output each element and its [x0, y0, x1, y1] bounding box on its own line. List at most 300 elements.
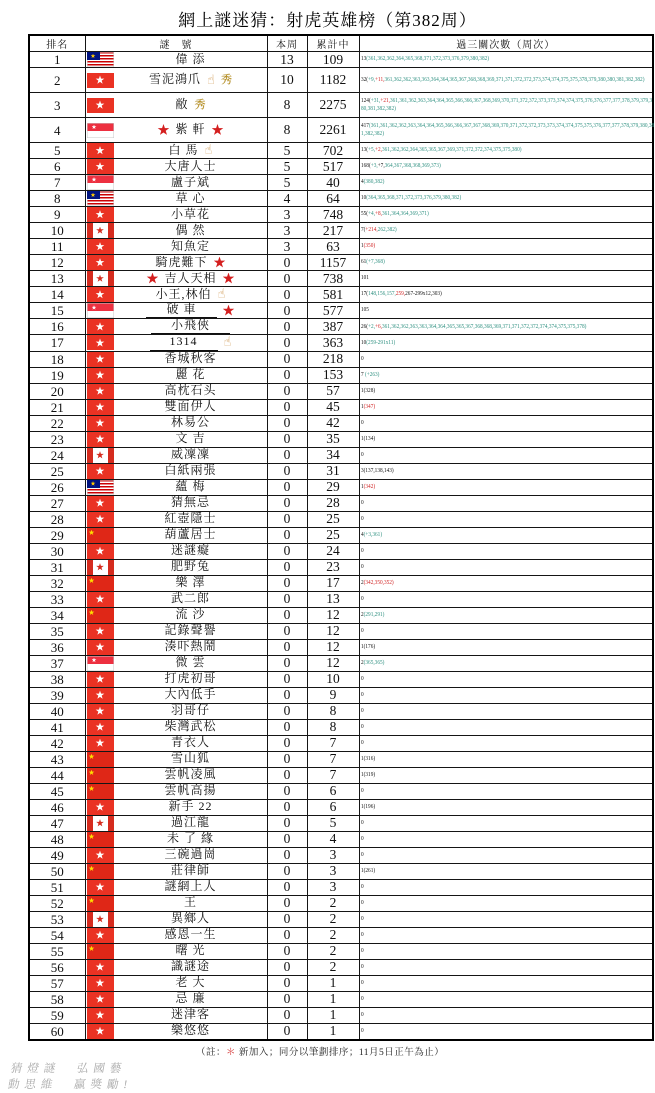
slogan	[7, 1062, 655, 1093]
player-name: 柴灣武松	[164, 719, 217, 734]
player-name: 高枕石头	[164, 383, 217, 398]
table-row	[29, 591, 653, 607]
bauhinia-icon	[96, 101, 105, 110]
player-name: 記錄聲譽	[164, 623, 217, 638]
name-cell	[85, 895, 267, 911]
week-count-cell: 13	[267, 52, 307, 68]
player-name: 雙面伊人	[164, 399, 217, 414]
player-name: 曙 光	[175, 943, 206, 958]
player-name: 肥野兔	[170, 559, 210, 574]
notes-cell	[359, 959, 653, 975]
table-row	[29, 735, 653, 751]
table-row	[29, 495, 653, 511]
week-count-cell: 10	[267, 68, 307, 93]
table-row	[29, 719, 653, 735]
week-count-cell: 0	[267, 879, 307, 895]
rank-cell: 39	[29, 687, 85, 703]
flag-icon-cn	[87, 528, 114, 543]
player-name: 莊律師	[170, 863, 210, 878]
week-count-cell: 0	[267, 863, 307, 879]
notes-cell	[359, 767, 653, 783]
week-count-cell: 0	[267, 671, 307, 687]
rank-cell: 3	[29, 93, 85, 118]
total-count-cell: 217	[307, 223, 359, 239]
bauhinia-icon	[96, 162, 105, 171]
flag-icon-hk	[87, 672, 114, 687]
notes-cell	[359, 255, 653, 271]
name-cell	[85, 783, 267, 799]
table-row	[29, 319, 653, 335]
star-icon	[89, 834, 95, 840]
name-cell	[85, 415, 267, 431]
week-count-cell: 0	[267, 639, 307, 655]
bauhinia-icon	[96, 210, 105, 219]
week-count-cell: 0	[267, 591, 307, 607]
notes-cell	[359, 559, 653, 575]
star-icon	[89, 866, 95, 872]
notes-cell	[359, 639, 653, 655]
hand-icon: ☝	[204, 143, 213, 158]
notes-text: 32(+9,+11,361,362,362,363,363,364,364,365,367,368,368,369,371,371,372,372,373,374,374,375,375,378,379,380,380,381,382,382)	[360, 75, 644, 83]
player-name: 草 心	[175, 190, 206, 205]
player-name: 白紙兩張	[164, 463, 217, 478]
flag-icon-cn	[87, 576, 114, 591]
player-name: 識謎途	[170, 959, 210, 974]
flag-icon-ca	[87, 271, 114, 286]
maple-leaf-icon	[96, 275, 104, 283]
total-count-cell: 517	[307, 159, 359, 175]
table-row	[29, 52, 653, 68]
name-cell	[85, 639, 267, 655]
name-cell	[85, 399, 267, 415]
notes-cell	[359, 351, 653, 367]
total-count-cell: 218	[307, 351, 359, 367]
flag-icon-cn	[87, 752, 114, 767]
star-icon	[89, 754, 95, 760]
table-row	[29, 671, 653, 687]
total-count-cell: 2261	[307, 118, 359, 143]
table-row	[29, 271, 653, 287]
rank-cell: 4	[29, 118, 85, 143]
table-row	[29, 975, 653, 991]
player-name: 未 了 緣	[166, 831, 214, 846]
merit-badge-icon: 秀	[194, 98, 206, 111]
table-row	[29, 991, 653, 1007]
table-row	[29, 607, 653, 623]
week-count-cell: 0	[267, 319, 307, 335]
rank-cell: 34	[29, 607, 85, 623]
total-count-cell: 6	[307, 783, 359, 799]
bauhinia-icon	[96, 435, 105, 444]
table-row	[29, 68, 653, 93]
player-name: 老 大	[175, 975, 206, 990]
name-cell	[85, 575, 267, 591]
total-count-cell: 45	[307, 399, 359, 415]
notes-text: 417(361,361,362,362,363,364,364,365,366,366,367,367,368,369,370,371,372,372,373,373,374,374,375,375,376,377,377,378,379,380,381,382,382)	[360, 121, 654, 137]
player-name: 麗 花	[175, 367, 206, 382]
rank-cell: 40	[29, 703, 85, 719]
bauhinia-icon	[96, 675, 105, 684]
notes-cell	[359, 383, 653, 399]
flag-icon-cn	[87, 944, 114, 959]
player-name: 過江龍	[170, 815, 210, 830]
notes-cell	[359, 895, 653, 911]
name-cell	[85, 623, 267, 639]
flag-icon-hk	[87, 640, 114, 655]
notes-cell	[359, 847, 653, 863]
notes-text: 0	[360, 786, 364, 794]
week-count-cell: 0	[267, 527, 307, 543]
player-name: 葫蘆居士	[164, 527, 217, 542]
table-row	[29, 927, 653, 943]
total-count-cell: 748	[307, 207, 359, 223]
star-icon	[89, 610, 95, 616]
notes-text: 1(319)	[360, 770, 375, 778]
week-count-cell: 0	[267, 559, 307, 575]
notes-text: 7 (+263)	[360, 370, 379, 378]
notes-text: 0	[360, 930, 364, 938]
notes-text: 0	[360, 418, 364, 426]
table-row	[29, 767, 653, 783]
table-row	[29, 815, 653, 831]
table-row	[29, 223, 653, 239]
flag-icon-hk	[87, 688, 114, 703]
name-cell	[85, 703, 267, 719]
player-name: 白 馬	[168, 142, 199, 157]
rank-cell: 28	[29, 511, 85, 527]
bauhinia-icon	[96, 803, 105, 812]
week-count-cell: 3	[267, 223, 307, 239]
name-cell	[85, 367, 267, 383]
rank-cell: 32	[29, 575, 85, 591]
notes-cell	[359, 271, 653, 287]
table-row	[29, 783, 653, 799]
bauhinia-icon	[96, 290, 105, 299]
name-cell	[85, 351, 267, 367]
week-count-cell: 0	[267, 479, 307, 495]
week-count-cell: 0	[267, 575, 307, 591]
flag-icon-hk	[87, 704, 114, 719]
notes-text: 0	[360, 690, 364, 698]
week-count-cell: 0	[267, 655, 307, 671]
bauhinia-icon	[96, 707, 105, 716]
table-row	[29, 1007, 653, 1023]
notes-text: 0	[360, 674, 364, 682]
flag-icon-hk	[87, 1024, 114, 1039]
table-row	[29, 687, 653, 703]
week-count-cell: 0	[267, 735, 307, 751]
notes-text: 105	[360, 306, 369, 314]
name-cell	[85, 911, 267, 927]
notes-text: 0	[360, 498, 364, 506]
notes-cell	[359, 831, 653, 847]
notes-cell	[359, 175, 653, 191]
name-cell	[85, 319, 267, 335]
total-count-cell: 1157	[307, 255, 359, 271]
name-cell	[85, 735, 267, 751]
star-icon	[214, 257, 226, 269]
player-name: 敝	[175, 97, 189, 112]
bauhinia-icon	[96, 387, 105, 396]
rank-cell: 6	[29, 159, 85, 175]
rank-cell: 60	[29, 1023, 85, 1040]
flag-icon-hk	[87, 848, 114, 863]
maple-leaf-icon	[96, 227, 104, 235]
bauhinia-icon	[96, 242, 105, 251]
player-name: 三碗過崗	[164, 847, 217, 862]
week-count-cell: 0	[267, 431, 307, 447]
total-count-cell: 1	[307, 975, 359, 991]
player-name: 異鄉人	[170, 911, 210, 926]
flag-icon-sg	[87, 656, 114, 671]
notes-text: 10(364,365,368,371,372,373,376,379,380,382)	[360, 194, 461, 202]
rank-cell: 50	[29, 863, 85, 879]
notes-text: 0	[360, 946, 364, 954]
flag-icon-sg	[87, 303, 114, 318]
rank-cell: 48	[29, 831, 85, 847]
notes-text: 2(365,365)	[360, 658, 384, 666]
hand-icon: ☝	[217, 287, 226, 302]
week-count-cell: 5	[267, 175, 307, 191]
name-cell	[85, 815, 267, 831]
rank-cell: 23	[29, 431, 85, 447]
player-name: 青衣人	[170, 735, 210, 750]
flag-icon-hk	[87, 624, 114, 639]
player-name: 雪山狐	[170, 751, 210, 766]
week-count-cell: 0	[267, 383, 307, 399]
total-count-cell: 7	[307, 735, 359, 751]
rank-cell: 15	[29, 303, 85, 319]
notes-text: 0	[360, 994, 364, 1002]
table-row	[29, 703, 653, 719]
bauhinia-icon	[96, 371, 105, 380]
rank-cell: 11	[29, 239, 85, 255]
player-name: 忌 廉	[175, 991, 206, 1006]
flag-icon-ca	[87, 560, 114, 575]
rank-cell: 25	[29, 463, 85, 479]
flag-icon-hk	[87, 800, 114, 815]
player-name: 大內低手	[164, 687, 217, 702]
table-row	[29, 415, 653, 431]
table-row	[29, 831, 653, 847]
player-name: 林易公	[170, 415, 210, 430]
notes-text: 0	[360, 738, 364, 746]
player-name: 紅壺隱士	[164, 511, 217, 526]
name-cell	[85, 719, 267, 735]
table-row	[29, 911, 653, 927]
flag-icon-hk	[87, 464, 114, 479]
notes-cell	[359, 495, 653, 511]
rank-cell: 7	[29, 175, 85, 191]
name-cell	[85, 607, 267, 623]
week-count-cell: 0	[267, 815, 307, 831]
notes-text: 0	[360, 978, 364, 986]
slogan-line1: 猜燈謎 弘國藝	[9, 1062, 128, 1075]
notes-cell	[359, 319, 653, 335]
leaderboard-body	[29, 52, 653, 1040]
name-cell	[85, 223, 267, 239]
name-cell	[85, 655, 267, 671]
flag-icon-my	[87, 480, 114, 495]
notes-text: 10(259-291x11)	[360, 338, 395, 346]
table-row	[29, 799, 653, 815]
bauhinia-icon	[96, 931, 105, 940]
notes-cell	[359, 207, 653, 223]
star-icon	[92, 305, 97, 310]
flag-icon-hk	[87, 98, 114, 113]
rank-cell: 37	[29, 655, 85, 671]
maple-leaf-icon	[96, 451, 104, 459]
table-row	[29, 863, 653, 879]
table-row	[29, 543, 653, 559]
player-name: 知魚定	[170, 238, 210, 253]
name-cell	[85, 543, 267, 559]
notes-text: 0	[360, 450, 364, 458]
name-cell	[85, 991, 267, 1007]
notes-cell	[359, 367, 653, 383]
table-row	[29, 143, 653, 159]
bauhinia-icon	[96, 547, 105, 556]
table-row	[29, 575, 653, 591]
total-count-cell: 3	[307, 863, 359, 879]
notes-cell	[359, 431, 653, 447]
rank-cell: 26	[29, 479, 85, 495]
flag-icon-hk	[87, 512, 114, 527]
notes-cell	[359, 751, 653, 767]
flag-icon-cn	[87, 784, 114, 799]
col-header-notes: 過三關次數（周次）	[359, 35, 653, 52]
star-icon	[223, 305, 235, 317]
player-name: 吉人天相	[164, 270, 217, 285]
notes-text: 3(137,138,143)	[360, 466, 394, 474]
col-header-rank: 排名	[29, 35, 85, 52]
star-icon	[223, 273, 235, 285]
notes-text: 0	[360, 594, 364, 602]
flag-icon-hk	[87, 287, 114, 302]
total-count-cell: 738	[307, 271, 359, 287]
table-row	[29, 463, 653, 479]
player-name: 雲帆凌風	[164, 767, 217, 782]
total-count-cell: 7	[307, 751, 359, 767]
table-row	[29, 847, 653, 863]
player-name: 猜無忌	[170, 495, 210, 510]
week-count-cell: 0	[267, 1007, 307, 1023]
flag-icon-hk	[87, 592, 114, 607]
name-cell	[85, 175, 267, 191]
total-count-cell: 12	[307, 639, 359, 655]
name-cell	[85, 143, 267, 159]
name-cell	[85, 1007, 267, 1023]
notes-cell	[359, 623, 653, 639]
col-header-total: 累計中	[307, 35, 359, 52]
flag-icon-hk	[87, 496, 114, 511]
player-name: 新手 22	[168, 799, 213, 814]
star-icon	[89, 898, 95, 904]
player-name: 1314	[150, 335, 218, 350]
week-count-cell: 0	[267, 623, 307, 639]
name-cell	[85, 799, 267, 815]
total-count-cell: 363	[307, 335, 359, 351]
notes-cell	[359, 335, 653, 351]
hand-icon: ☝	[207, 72, 215, 88]
rank-cell: 33	[29, 591, 85, 607]
flag-icon-hk	[87, 255, 114, 270]
name-cell	[85, 927, 267, 943]
week-count-cell: 0	[267, 303, 307, 319]
week-count-cell: 0	[267, 991, 307, 1007]
flag-icon-hk	[87, 736, 114, 751]
total-count-cell: 2	[307, 911, 359, 927]
rank-cell: 38	[29, 671, 85, 687]
week-count-cell: 0	[267, 943, 307, 959]
flag-icon-hk	[87, 976, 114, 991]
total-count-cell: 57	[307, 383, 359, 399]
rank-cell: 49	[29, 847, 85, 863]
flag-icon-my	[87, 52, 114, 67]
name-cell	[85, 431, 267, 447]
name-cell	[85, 591, 267, 607]
player-name: 小草花	[170, 206, 210, 221]
star-icon	[92, 177, 97, 182]
name-cell	[85, 463, 267, 479]
total-count-cell: 5	[307, 815, 359, 831]
rank-cell: 13	[29, 271, 85, 287]
notes-cell	[359, 863, 653, 879]
table-row	[29, 303, 653, 319]
flag-icon-hk	[87, 416, 114, 431]
flag-icon-sg	[87, 175, 114, 190]
week-count-cell: 0	[267, 543, 307, 559]
total-count-cell: 25	[307, 527, 359, 543]
total-count-cell: 581	[307, 287, 359, 303]
notes-text: 1(342)	[360, 482, 375, 490]
notes-text: 13(+5,+2,361,362,362,364,365,365,367,369,371,372,372,374,375,375,380)	[360, 146, 522, 154]
player-name: 迷津客	[170, 1007, 210, 1022]
rank-cell: 21	[29, 399, 85, 415]
table-row	[29, 959, 653, 975]
rank-cell: 17	[29, 335, 85, 351]
footnote: （註：＊ 新加入；同分以筆劃排序；11月5日正午為止）	[196, 1047, 445, 1058]
rank-cell: 9	[29, 207, 85, 223]
total-count-cell: 2	[307, 959, 359, 975]
total-count-cell: 8	[307, 719, 359, 735]
name-cell	[85, 383, 267, 399]
flag-icon-my	[87, 191, 114, 206]
week-count-cell: 8	[267, 118, 307, 143]
week-count-cell: 3	[267, 239, 307, 255]
rank-cell: 43	[29, 751, 85, 767]
notes-cell	[359, 687, 653, 703]
table-row	[29, 118, 653, 143]
week-count-cell: 0	[267, 495, 307, 511]
name-cell	[85, 975, 267, 991]
notes-cell	[359, 118, 653, 143]
rank-cell: 1	[29, 52, 85, 68]
total-count-cell: 3	[307, 847, 359, 863]
notes-text: 0	[360, 546, 364, 554]
notes-text: 0	[360, 834, 364, 842]
player-name: 雪泥鴻爪	[149, 72, 202, 87]
rank-cell: 53	[29, 911, 85, 927]
notes-cell	[359, 143, 653, 159]
star-icon	[91, 54, 96, 59]
notes-cell	[359, 527, 653, 543]
rank-cell: 2	[29, 68, 85, 93]
total-count-cell: 109	[307, 52, 359, 68]
name-cell	[85, 1023, 267, 1040]
name-cell	[85, 159, 267, 175]
notes-text: 0	[360, 850, 364, 858]
